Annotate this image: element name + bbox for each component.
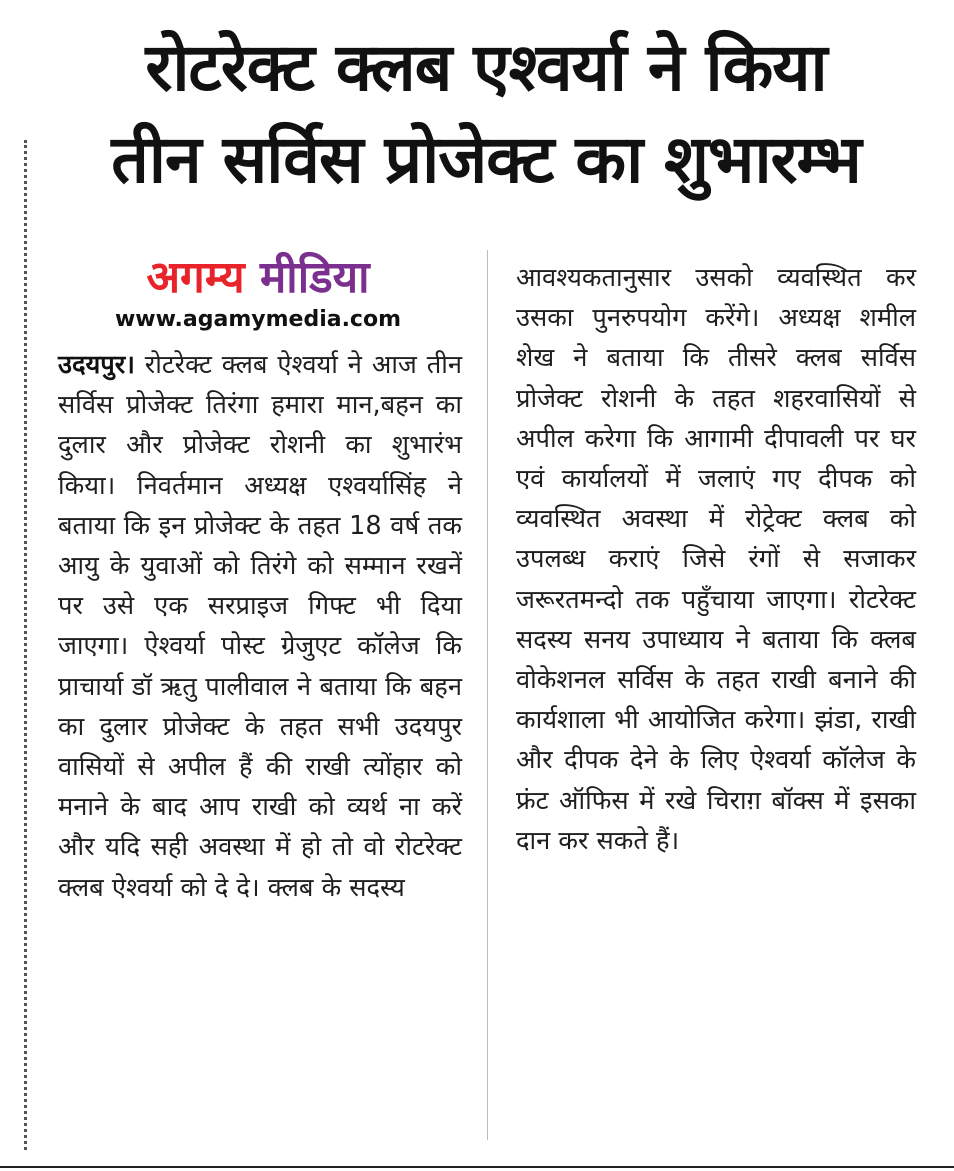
article-right-body: आवश्यकतानुसार उसको व्यवस्थित कर उसका पुनरुपयोग करेंगे। अध्यक्ष शमील शेख ने बताया कि तीसरे क्लब सर्विस प्रोजेक्ट रोशनी के तहत शहरवासियों से अपील करेगा कि आगामी दीपावली पर घर एवं कार्यालयों में जलाएं गए दीपक को व्यवस्थित अवस्था में रोट्रेक्ट क्लब को उपलब्ध कराएं जिसे रंगों से सजाकर जरूरतमन्दो तक पहुँचाया जाएगा। रोटरेक्ट सदस्य सनय उपाध्याय ने बताया कि क्लब वोकेशनल सर्विस के तहत राखी बनाने की कार्यशाला भी आयोजित करेगा। झंडा, राखी और दीपक देने के लिए ऐश्वर्या कॉलेज के फ्रंट ऑफिस में रखे चिराग़ बॉक्स में इसका दान कर सकते हैं। [516,263,916,856]
brand-url: www.agamymedia.com [114,307,402,332]
brand-block [78,252,438,334]
brand-name-part-2: मीडिया [259,252,370,303]
article-column-right [516,258,916,861]
brand-name-part-1: अगम्य [146,252,245,303]
headline [46,22,926,206]
article-dateline: उदयपुर। [58,350,135,380]
left-dotted-border [24,140,27,1150]
bottom-rule [0,1166,954,1168]
article-column-left [58,345,462,908]
headline-line-2: तीन सर्विस प्रोजेक्ट का शुभारम्भ [111,121,861,198]
article-left-body: रोटरेक्ट क्लब ऐश्वर्या ने आज तीन सर्विस प्रोजेक्ट तिरंगा हमारा मान,बहन का दुलार और प्रोजेक्ट रोशनी का शुभारंभ किया। निवर्तमान अध्यक्ष एश्वर्यासिंह ने बताया कि इन प्रोजेक्ट के तहत 18 वर्ष तक आयु के युवाओं को तिरंगे को सम्मान रखनें पर उसे एक सरप्राइज गिफ्ट भी दिया जाएगा। ऐश्वर्या पोस्ट ग्रेजुएट कॉलेज कि प्राचार्या डॉ ऋतु पालीवाल ने बताया कि बहन का दुलार प्रोजेक्ट के तहत सभी उदयपुर वासियों से अपील हैं की राखी त्योंहार को मनाने के बाद आप राखी को व्यर्थ ना करें और यदि सही अवस्था में हो तो वो रोटरेक्ट क्लब ऐश्वर्या को दे दे। क्लब के सदस्य [58,350,462,903]
column-divider [487,250,488,1140]
brand-logo [78,252,438,304]
headline-line-1: रोटरेक्ट क्लब एश्वर्या ने किया [145,29,827,106]
